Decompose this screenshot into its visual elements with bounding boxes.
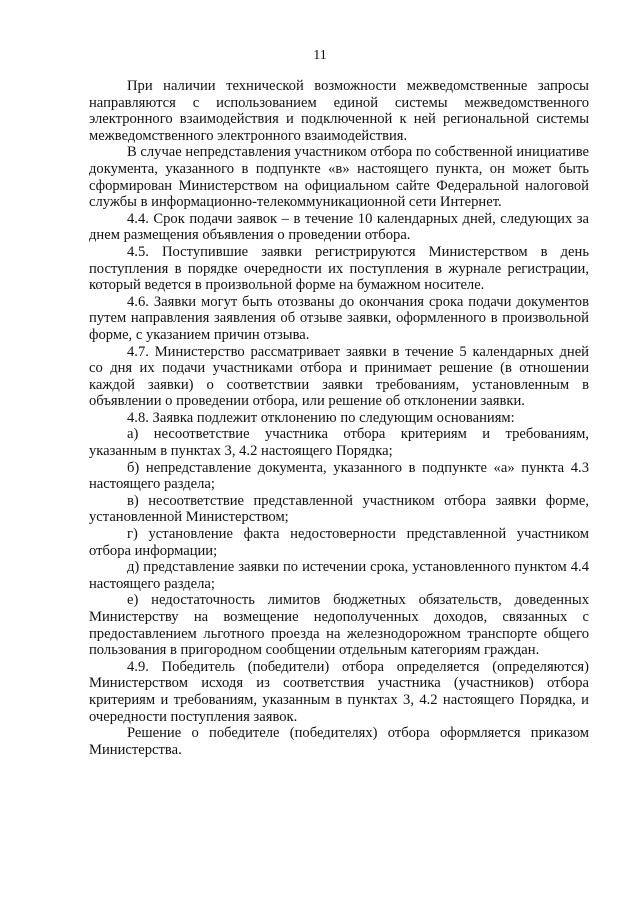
list-item-d: д) представление заявки по истечении срока, установленного пунктом 4.4 настоящего раздела; bbox=[89, 559, 589, 592]
document-body bbox=[89, 78, 589, 758]
paragraph-interagency-requests: При наличии технической возможности межведомственные запросы направляются с использованием единой системы межведомственного электронного взаимодействия и подключенной к ней региональной системы межведомственного электронного взаимодействия. bbox=[89, 78, 589, 144]
paragraph-4-6-withdrawal: 4.6. Заявки могут быть отозваны до окончания срока подачи документов путем направления заявления об отзыве заявки, оформленного в произвольной форме, с указанием причин отзыва. bbox=[89, 293, 589, 343]
paragraph-4-9-winner: 4.9. Победитель (победители) отбора определяется (определяются) Министерством исходя из соответствия участника (участников) отбора критериям и требованиям, указанным в пунктах 3, 4.2 настоящего Порядка, и очередности поступления заявок. bbox=[89, 658, 589, 725]
paragraph-winner-order: Решение о победителе (победителях) отбора оформляется приказом Министерства. bbox=[89, 725, 589, 758]
paragraph-4-7-review: 4.7. Министерство рассматривает заявки в течение 5 календарных дней со дня их подачи участниками отбора и принимает решение (в отношении каждой заявки) о соответствии заявки требованиям, установленным в объявлении о проведении отбора, или решение об отклонении заявки. bbox=[89, 343, 589, 410]
list-item-b: б) непредставление документа, указанного в подпункте «а» пункта 4.3 настоящего раздела; bbox=[89, 459, 589, 493]
paragraph-4-8-rejection-grounds: 4.8. Заявка подлежит отклонению по следующим основаниям: bbox=[127, 409, 515, 426]
paragraph-4-4-deadline: 4.4. Срок подачи заявок – в течение 10 календарных дней, следующих за днем размещения объявления о проведении отбора. bbox=[89, 210, 589, 244]
list-item-g: г) установление факта недостоверности представленной участником отбора информации; bbox=[89, 526, 589, 559]
page-number: 11 bbox=[313, 48, 327, 63]
list-item-e: е) недостаточность лимитов бюджетных обязательств, доведенных Министерству на возмещение недополученных доходов, связанных с предоставлением льготного проезда на железнодорожном транспорте общего пользования в пригородном сообщении отдельным категориям граждан. bbox=[89, 592, 589, 659]
paragraph-4-5-registration: 4.5. Поступившие заявки регистрируются Министерством в день поступления в порядке очередности их поступления в журнале регистрации, который ведется в произвольной форме на бумажном носителе. bbox=[89, 243, 589, 294]
list-item-a: а) несоответствие участника отбора критериям и требованиям, указанным в пунктах 3, 4.2 настоящего Порядка; bbox=[89, 426, 589, 460]
list-item-v: в) несоответствие представленной участником отбора заявки форме, установленной Министерством; bbox=[89, 492, 589, 526]
paragraph-document-not-provided: В случае непредставления участником отбора по собственной инициативе документа, указанного в подпункте «в» настоящего пункта, он может быть сформирован Министерством на официальном сайте Федеральной налоговой службы в информационно-телекоммуникационной сети Интернет. bbox=[89, 144, 589, 211]
